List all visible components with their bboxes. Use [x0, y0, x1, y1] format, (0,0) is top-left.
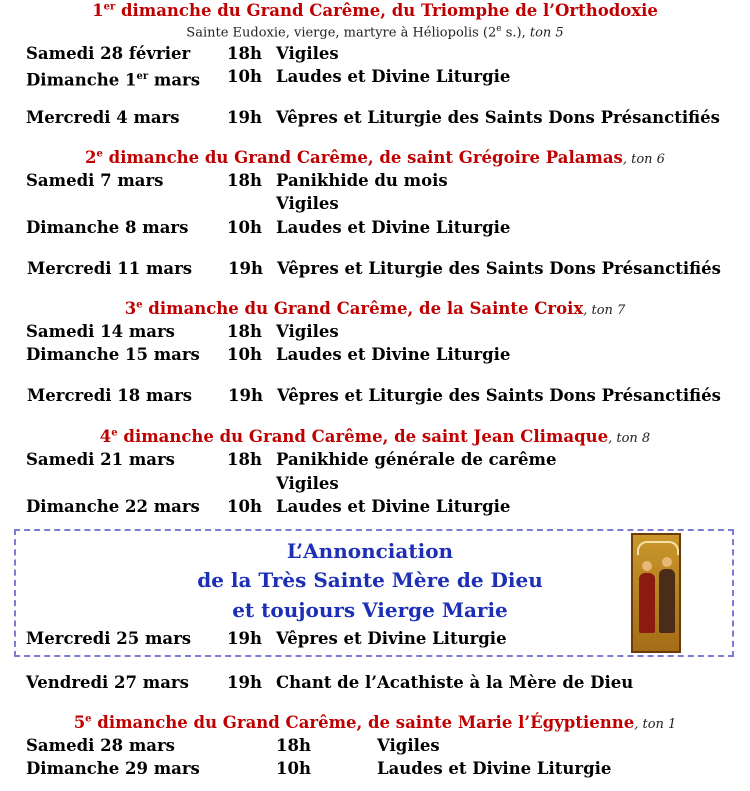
schedule-row [0, 321, 750, 343]
row-time: 10h [227, 218, 262, 237]
row-day: Samedi 28 mars [26, 736, 175, 755]
schedule-row [0, 170, 750, 192]
schedule-row [0, 496, 750, 518]
row-time: 18h [227, 322, 262, 341]
schedule-row [0, 735, 750, 757]
schedule-row [0, 449, 750, 471]
row-description: Laudes et Divine Liturgie [276, 497, 511, 516]
section-2-title: 2e dimanche du Grand Carême, de saint Grégoire Palamas, ton 6 [85, 148, 665, 167]
row-description: Vigiles [276, 44, 339, 63]
schedule-row [0, 66, 750, 88]
row-description: Vigiles [276, 322, 339, 341]
row-day: Dimanche 8 mars [26, 218, 189, 237]
section-4-title: 4e dimanche du Grand Carême, de saint Jean Climaque, ton 8 [99, 427, 651, 446]
row-day: Vendredi 27 mars [26, 673, 189, 692]
row-description: Chant de l’Acathiste à la Mère de Dieu [276, 673, 634, 692]
row-time: 19h [228, 386, 263, 405]
schedule-row [0, 258, 750, 280]
row-description: Panikhide générale de carême [276, 450, 557, 469]
row-day: Mercredi 11 mars [27, 259, 193, 278]
row-day: Samedi 7 mars [26, 171, 164, 190]
row-day: Mercredi 18 mars [27, 386, 193, 405]
row-day: Dimanche 22 mars [26, 497, 200, 516]
row-description: Laudes et Divine Liturgie [276, 218, 511, 237]
row-time: 18h [227, 44, 262, 63]
annonciation-title-line-1: L’Annonciation [286, 539, 454, 563]
row-description: Vigiles [377, 736, 440, 755]
row-day: Samedi 14 mars [26, 322, 175, 341]
schedule-row [0, 672, 750, 694]
row-time: 18h [227, 450, 262, 469]
row-time: 19h [227, 673, 262, 692]
schedule-row [0, 43, 750, 65]
row-time: 19h [228, 259, 263, 278]
row-day: Dimanche 1er mars [26, 70, 201, 90]
row-time: 10h [227, 497, 262, 516]
row-description: Vêpres et Liturgie des Saints Dons Présanctifiés [276, 108, 720, 127]
schedule-row [0, 107, 750, 129]
section-3-title: 3e dimanche du Grand Carême, de la Sainte Croix, ton 7 [124, 299, 626, 318]
schedule-row [0, 758, 750, 780]
row-description: Vêpres et Liturgie des Saints Dons Présanctifiés [277, 386, 721, 405]
row-time: 10h [227, 345, 262, 364]
section-1-title: 1er dimanche du Grand Carême, du Triomphe de l’Orthodoxie [92, 1, 658, 20]
section-1-subtitle: Sainte Eudoxie, vierge, martyre à Héliopolis (2e s.), ton 5 [186, 24, 564, 41]
section-5-title: 5e dimanche du Grand Carême, de sainte Marie l’Égyptienne, ton 1 [73, 713, 677, 732]
schedule-row [0, 473, 750, 495]
row-time: 10h [227, 67, 262, 86]
row-description: Vigiles [276, 194, 339, 213]
row-day: Samedi 21 mars [26, 450, 175, 469]
row-time: 10h [276, 759, 311, 778]
schedule-row [0, 217, 750, 239]
row-day: Dimanche 15 mars [26, 345, 200, 364]
annunciation-icon [631, 533, 681, 653]
row-description: Laudes et Divine Liturgie [276, 345, 511, 364]
row-time: 18h [276, 736, 311, 755]
row-description: Panikhide du mois [276, 171, 448, 190]
row-description: Laudes et Divine Liturgie [377, 759, 612, 778]
row-time: 19h [227, 629, 262, 648]
row-day: Mercredi 4 mars [26, 108, 180, 127]
schedule-row [0, 344, 750, 366]
row-day: Dimanche 29 mars [26, 759, 200, 778]
schedule-row [0, 385, 750, 407]
row-time: 18h [227, 171, 262, 190]
annonciation-title-line-2: de la Très Sainte Mère de Dieu [197, 568, 543, 592]
row-day: Samedi 28 février [26, 44, 191, 63]
row-description: Vêpres et Liturgie des Saints Dons Présanctifiés [277, 259, 721, 278]
row-time: 19h [227, 108, 262, 127]
row-description: Vigiles [276, 474, 339, 493]
row-description: Vêpres et Divine Liturgie [276, 629, 507, 648]
row-description: Laudes et Divine Liturgie [276, 67, 511, 86]
row-day: Mercredi 25 mars [26, 629, 192, 648]
annonciation-title-line-3: et toujours Vierge Marie [232, 598, 508, 622]
schedule-row [0, 193, 750, 215]
